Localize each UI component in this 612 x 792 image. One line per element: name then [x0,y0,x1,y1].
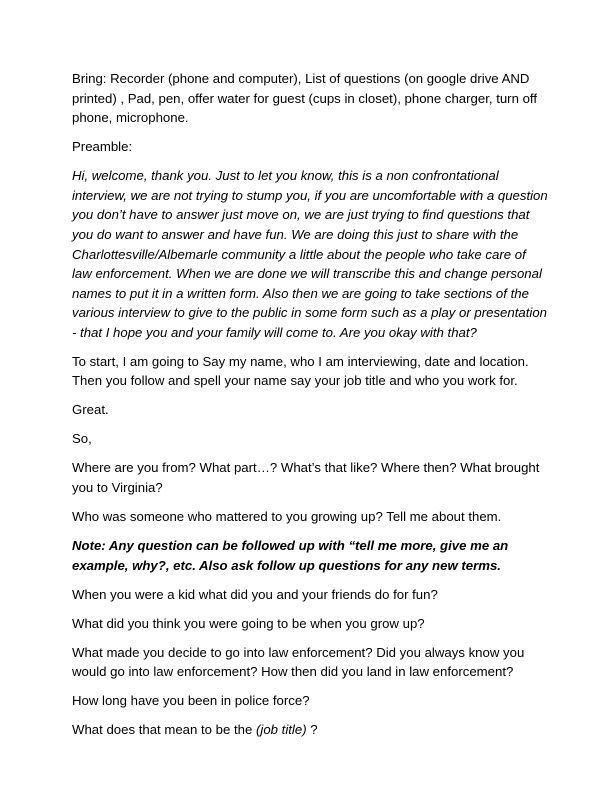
preamble-heading: Preamble: [72,139,133,155]
question-someone-mattered: Who was someone who mattered to you growing up? Tell me about them. [72,509,502,525]
preamble-text: Hi, welcome, thank you. Just to let you know, this is a non confrontational interview, we are not trying to stump you, if you are uncomfortable with a question you don’t have to answer just move on, we are just trying to find questions that you do want to answer and have fun. We are doing this just to share with the Charlottesville/Albemarle community a little about the people who take care of law enforcement. When we are done we will transcribe this and change personal names to put it in a written form. Also then we are going to take sections of the various interview to give to the public in some form such as a play or presentation - that I hope you and your family will come to. Are you okay with that? [72,168,548,340]
question-where-from: Where are you from? What part…? What’s that like? Where then? What brought you to Virginia? [72,460,540,496]
question-how-long: How long have you been in police force? [72,693,310,709]
document-body [72,69,548,749]
question-job-title-suffix: ? [306,722,318,738]
to-start-instructions: To start, I am going to Say my name, who I am interviewing, date and location. Then you follow and spell your name say your job title and who you work for. [72,353,529,389]
job-title-placeholder: (job title) [256,722,307,738]
question-grow-up: What did you think you were going to be when you grow up? [72,615,425,631]
question-job-title-prefix: What does that mean to be the [72,722,257,738]
great-line: Great. [72,402,109,418]
question-job-title-meaning [72,720,548,740]
question-law-enforcement-decision: What made you decide to go into law enforcement? Did you always know you would go into law enforcement? How then did you land in law enforcement? [72,644,525,680]
bring-list: Bring: Recorder (phone and computer), List of questions (on google drive AND printed) , Pad, pen, offer water for guest (cups in closet), phone charger, turn off phone, microphone. [72,71,537,126]
so-line: So, [72,431,92,447]
question-kid-fun: When you were a kid what did you and your friends do for fun? [72,586,438,602]
followup-note: Note: Any question can be followed up with “tell me more, give me an example, why?, etc. Also ask follow up questions for any new terms. [72,538,509,573]
